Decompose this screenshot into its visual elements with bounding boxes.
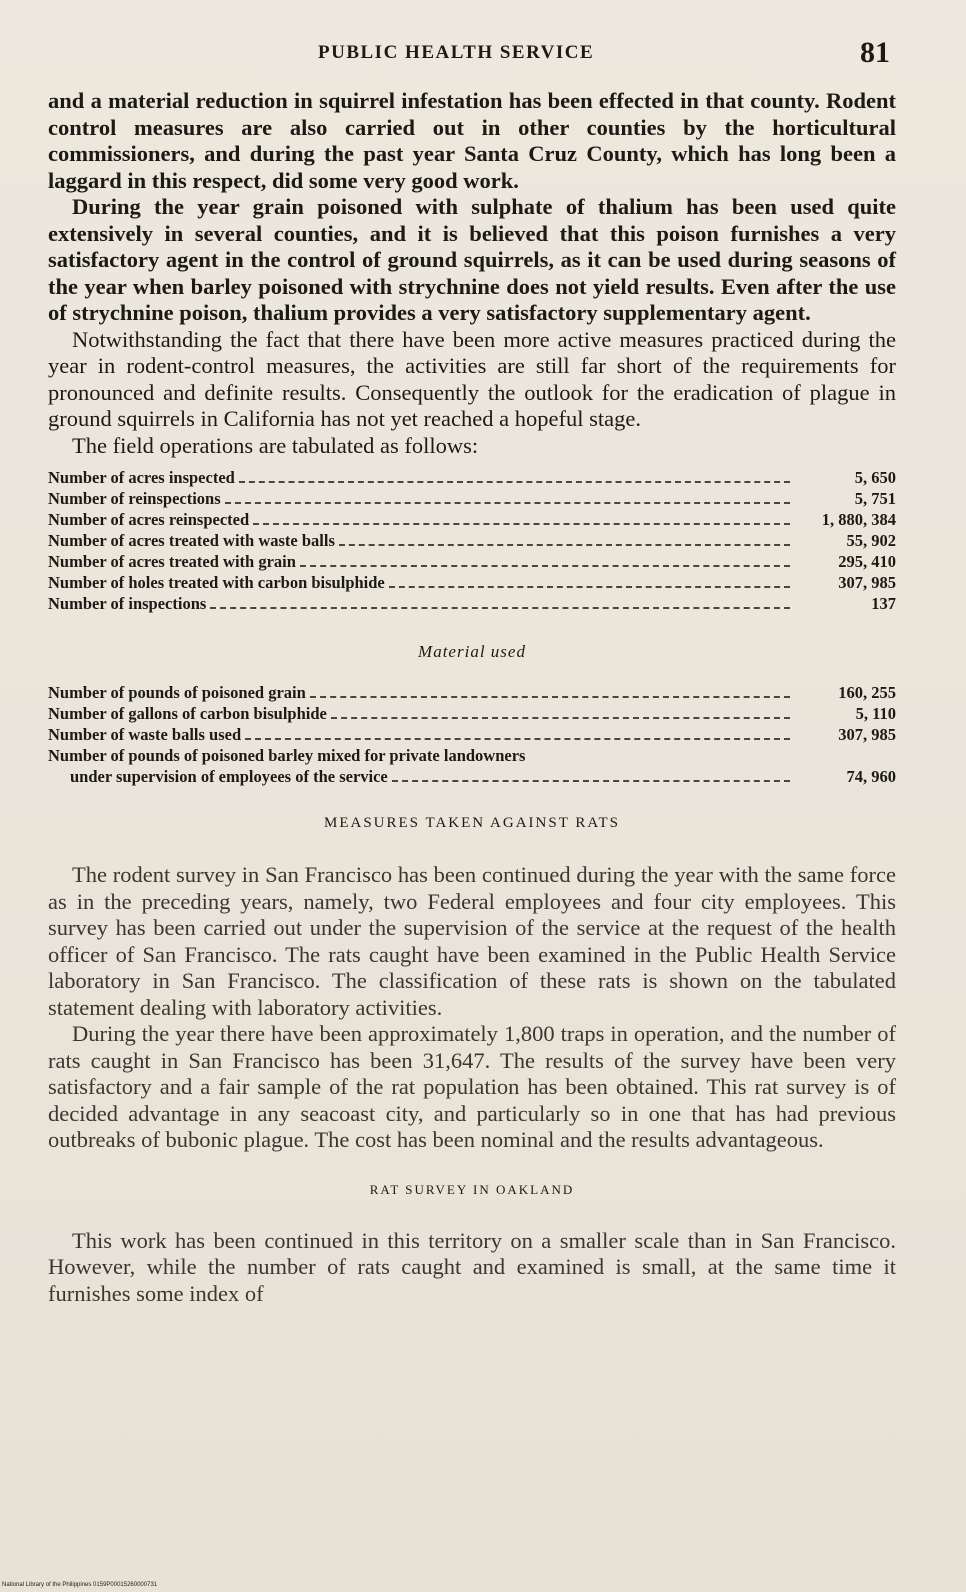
page-content — [48, 88, 896, 1307]
dot-leader — [253, 523, 790, 525]
material-used-table — [48, 682, 896, 787]
scan-footer-note: National Library of the Philippines 0159P00015260000731 — [2, 1582, 158, 1588]
paragraph-outlook: Notwithstanding the fact that there have been more active measures practiced during the year in rodent-control measures, the activities are still far short of the requirements for pronounced and definite results. Consequently the outlook for the eradication of plague in ground squirrels in California has not yet reached a hopeful stage. — [48, 326, 896, 431]
table-row — [48, 724, 896, 745]
table-row — [48, 745, 896, 766]
page-number: 81 — [860, 36, 890, 69]
row-label: Number of pounds of poisoned barley mixed for private landowners — [48, 746, 526, 765]
row-label: Number of holes treated with carbon bisulphide — [48, 573, 385, 592]
paragraph-rodent-survey: The rodent survey in San Francisco has been continued during the year with the same force as in the preceding years, namely, two Federal employees and four city employees. This survey has been carried out under the supervision of the service at the request of the health officer of San Francisco. The rats caught have been examined in the Public Health Service laboratory in San Francisco. The classification of these rats is shown on the tabulated statement dealing with laboratory activities. — [48, 862, 896, 1020]
paragraph-traps: During the year there have been approximately 1,800 traps in operation, and the number of rats caught in San Francisco has been 31,647. The results of the survey have been very satisfactory and a fair sample of the rat population has been obtained. This rat survey is of decided advantage in any seacoast city, and particularly so in one that has had previous outbreaks of bubonic plague. The cost has been nominal and the results advantageous. — [48, 1021, 896, 1152]
field-operations-table — [48, 467, 896, 614]
table-row — [48, 572, 896, 593]
row-value: 137 — [871, 594, 896, 613]
dot-leader — [310, 696, 790, 698]
row-label: Number of pounds of poisoned grain — [48, 683, 306, 702]
row-label: Number of acres treated with waste balls — [48, 531, 335, 550]
row-value: 55, 902 — [846, 531, 896, 550]
table-row — [48, 703, 896, 724]
section-heading-rats: MEASURES TAKEN AGAINST RATS — [323, 815, 621, 831]
dot-leader — [210, 607, 790, 609]
row-value: 5, 650 — [854, 468, 896, 487]
table-row — [48, 488, 896, 509]
paragraph-squirrel-reduction: and a material reduction in squirrel infestation has been effected in that county. Rodent control measures are also carried out in other counties by the horticultural commissioners, and during the past year Santa Cruz County, which has long been a laggard in this respect, did some very good work. — [48, 88, 896, 193]
table-row — [48, 509, 896, 530]
row-label: Number of acres inspected — [48, 468, 235, 487]
dot-leader — [245, 738, 790, 740]
table-row — [48, 593, 896, 614]
paragraph-oakland: This work has been continued in this territory on a smaller scale than in San Francisco. However, while the number of rats caught and examined is small, at the same time it furnishes some index of — [48, 1227, 896, 1306]
dot-leader — [225, 502, 790, 504]
row-label: under supervision of employees of the service — [70, 767, 388, 786]
row-value: 160, 255 — [838, 683, 896, 702]
dot-leader — [389, 586, 790, 588]
row-label: Number of acres treated with grain — [48, 552, 296, 571]
paragraph-thalium: During the year grain poisoned with sulphate of thalium has been used quite extensively in several counties, and it is believed that this poison furnishes a very satisfactory agent in the control of ground squirrels, as it can be used during seasons of the year when barley poisoned with strychnine does not yield results. Even after the use of strychnine poison, thalium provides a very satisfactory supplementary agent. — [48, 194, 896, 325]
dot-leader — [331, 717, 790, 719]
row-value: 295, 410 — [838, 552, 896, 571]
row-value: 74, 960 — [846, 767, 896, 786]
table-row — [48, 682, 896, 703]
material-caption: Material used — [418, 642, 526, 661]
paragraph-tabulated-intro: The field operations are tabulated as follows: — [72, 432, 479, 458]
table-row — [48, 551, 896, 572]
row-label: Number of gallons of carbon bisulphide — [48, 704, 327, 723]
table-row-continuation — [48, 766, 896, 787]
dot-leader — [392, 780, 790, 782]
table-row — [48, 530, 896, 551]
row-label: Number of reinspections — [48, 489, 221, 508]
row-label: Number of acres reinspected — [48, 510, 250, 529]
row-label: Number of inspections — [48, 594, 207, 613]
running-title: PUBLIC HEALTH SERVICE — [318, 42, 595, 63]
row-value: 5, 110 — [855, 704, 896, 723]
row-label: Number of waste balls used — [48, 725, 242, 744]
row-value: 307, 985 — [838, 725, 896, 744]
running-head — [0, 36, 966, 70]
row-value: 307, 985 — [838, 573, 896, 592]
dot-leader — [300, 565, 790, 567]
table-row — [48, 467, 896, 488]
row-value: 1, 880, 384 — [821, 510, 896, 529]
dot-leader — [339, 544, 790, 546]
dot-leader — [239, 481, 790, 483]
section-heading-oakland: RAT SURVEY IN OAKLAND — [369, 1181, 575, 1197]
row-value: 5, 751 — [854, 489, 896, 508]
